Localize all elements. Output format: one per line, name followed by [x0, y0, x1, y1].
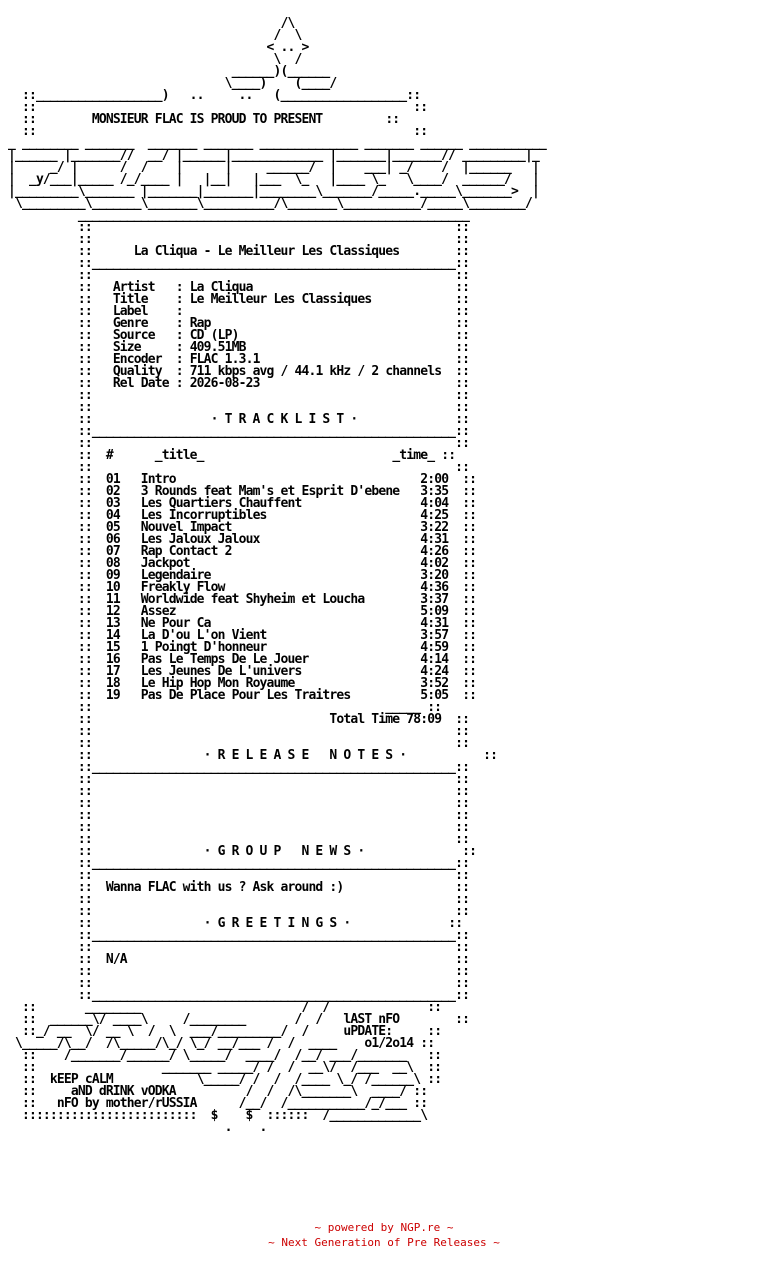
track-title: Legendaire [140, 568, 211, 583]
track-time: 5:09 [420, 604, 449, 619]
track-row: :: 09 Legendaire 3:20 :: [8, 568, 477, 583]
track-number: 05 [105, 520, 120, 535]
track-row: :: 15 1 Poingt D'honneur 4:59 :: [8, 640, 477, 655]
field-value: Le Meilleur Les Classiques [189, 292, 372, 307]
greetings-heading: · G R E E T I N G S · [203, 916, 351, 931]
field-label: Size [112, 340, 176, 355]
ascii-art-logo: _ ________ _______ _______ _______ ______________ _______ ______ ___________ |______ |_______// __/ |______|_____________ |_______|_______// _________|_ | _/ | / / | | ______/ | ___| _/ / |______ | | _y/___|_____ /_/____ | |__| |___ \_ |____ \_ \____/ ______/ | |_________\_______ |_______|_______|________\_______/_____._____\_______> | \_________\_______\_______\__________/\_______\___________/_____\________/ [8, 136, 546, 211]
field-value: FLAC 1.3.1 [189, 352, 260, 367]
track-title: Freakly Flow [140, 580, 225, 595]
nfo-document: /\ / \ < .. > \ / ______)(______ \____) (____/ ::__________________) .. .. (__________________:: :: :: :: MONSIEUR FLAC IS PROUD TO PRESENT :: :: :: _ ________ _______ _______ _______ ______________ _______ ______ ___________ |______ |_______// __/ |______|_____________ |_______|_______// _________|_ | _/ | / / | | ______/ | ___| _/ / |______ | | _y/___|_____ /_/____ | |__| |___ \_ |____ \_ \____/ ______/ | |_________\_______ |_______|_______|________\_______/_____._____\_______> | \_________\_______\_______\__________/\_______\___________/_____\________/ ________________________________________________________ :: :: :: :: :: La Cliqua - Le Meilleur Les Classiques :: ::____________________________________________________:: :: :: :: Artist : La Cliqua :: :: Title : Le Meilleur Les Classiques :: :: Label : :: :: Genre : Rap :: :: Source : CD (LP) :: :: Size : 409.51MB :: :: Encoder : FLAC 1.3.1 :: :: Quality : 711 kbps avg / 44.1 kHz / 2 channels :: :: Rel Date : 2026-08-23 :: :: :: :: :: :: · T R A C K L I S T · :: ::____________________________________________________:: :: :: :: # _title_ _time_ :: :: :: :: 01 Intro 2:00 :: :: 02 3 Rounds feat Mam's et Esprit D'ebene 3:35 :: :: 03 Les Quartiers Chauffent 4:04 :: :: 04 Les Incorruptibles 4:25 :: :: 05 Nouvel Impact 3:22 :: :: 06 Les Jaloux Jaloux 4:31 :: :: 07 Rap Contact 2 4:26 :: :: 08 Jackpot 4:02 :: :: 09 Legendaire 3:20 :: :: 10 Freakly Flow 4:36 :: :: 11 Worldwide feat Shyheim et Loucha 3:37 :: :: 12 Assez 5:09 :: :: 13 Ne Pour Ca 4:31 :: :: 14 La D'ou L'on Vient 3:57 :: :: 15 1 Poingt D'honneur 4:59 :: :: 16 Pas Le Temps De Le Jouer 4:14 :: :: 17 Les Jeunes De L'univers 4:24 :: :: 18 Le Hip Hop Mon Royaume 3:52 :: :: 19 Pas De Place Pour Les Traitres 5:05 :: :: _____ :: :: Total Time 78:09 :: :: :: :: :: :: · R E L E A S E N O T E S · :: ::____________________________________________________:: :: :: :: :: :: :: :: :: :: :: :: :: :: · G R O U P N E W S · :: ::____________________________________________________:: :: :: :: Wanna FLAC with us ? Ask around :) :: :: :: :: :: :: · G R E E T I N G S · :: ::____________________________________________________:: :: :: :: N/A :: :: :: :: :: ::____________________________________________________:: :: ________ / / :: :: ______\/ ____\ /________ / / lAST nFO :: ::_/ __ \/ __ \ / \ ___/_________/ / uPDATE: :: \_____/\__/ /\_____/\_/ \_/ __/___ / / ____ o1/2o14 :: :: /_______/______/ \_____/ ____/ /__/ ___/_______ :: :: _______ _____/ / / __\/ /___ __\ :: :: kEEP cALM \_____/ / / /____ \_/ /______\ :: :: aND dRINK vODKA / / /\_______\ ____/ :: :: nFO by mother/rUSSIA /__/ /___________/_/___ :: ::::::::::::::::::::::::: $ $ :::::: /_____________\ . . [8, 16, 546, 1135]
track-time: 4:26 [420, 544, 449, 559]
track-time: 4:36 [420, 580, 449, 595]
tracklist-table [8, 472, 476, 703]
track-number: 11 [105, 592, 120, 607]
update-label: uPDATE: [343, 1024, 393, 1039]
track-number: 16 [105, 652, 120, 667]
credit-line-1: kEEP cALM [49, 1072, 113, 1087]
track-time: 3:20 [420, 568, 449, 583]
track-row: :: 01 Intro 2:00 :: [8, 472, 477, 487]
field-value: 711 kbps avg / 44.1 kHz / 2 channels [189, 364, 442, 379]
track-title: Intro [140, 472, 176, 487]
total-time-label: Total Time [329, 712, 400, 727]
track-title: Worldwide feat Shyheim et Loucha [140, 592, 365, 607]
track-row: :: 13 Ne Pour Ca 4:31 :: [8, 616, 477, 631]
track-row: :: 08 Jackpot 4:02 :: [8, 556, 477, 571]
field-label: Label [112, 304, 176, 319]
track-row: :: 18 Le Hip Hop Mon Royaume 3:52 :: [8, 676, 477, 691]
field-value: 409.51MB [189, 340, 246, 355]
track-time: 4:02 [420, 556, 449, 571]
track-time: 3:35 [420, 484, 449, 499]
track-time: 3:57 [420, 628, 449, 643]
track-number: 07 [105, 544, 120, 559]
field-label: Genre [112, 316, 176, 331]
track-time: 4:14 [420, 652, 449, 667]
track-time: 4:04 [420, 496, 449, 511]
track-title: La D'ou L'on Vient [140, 628, 267, 643]
track-row: :: 16 Pas Le Temps De Le Jouer 4:14 :: [8, 652, 477, 667]
track-title: Le Hip Hop Mon Royaume [140, 676, 295, 691]
track-number: 18 [105, 676, 120, 691]
track-number: 10 [105, 580, 120, 595]
group-news-heading: · G R O U P N E W S · [203, 844, 365, 859]
track-title: 1 Poingt D'honneur [140, 640, 267, 655]
col-num-header: # [105, 448, 113, 463]
track-row: :: 12 Assez 5:09 :: [8, 604, 477, 619]
release-info-block: :: Artist : La Cliqua :: :: Title : Le Meilleur Les Classiques :: :: Label : :: :: Genre : Rap :: :: Source : CD (LP) :: :: Size : 409.51MB :: :: Encoder : FLAC 1.3.1 :: :: Quality : 711 kbps avg / 44.1 kHz / 2 channels :: :: Rel Date : 2026-08-23 :: [8, 280, 470, 391]
field-label: Encoder [112, 352, 176, 367]
track-row: :: 19 Pas De Place Pour Les Traitres 5:05 :: [8, 688, 477, 703]
track-time: 4:25 [420, 508, 449, 523]
track-title: Les Incorruptibles [140, 508, 267, 523]
track-time: 3:22 [420, 520, 449, 535]
track-number: 04 [105, 508, 120, 523]
track-row: :: 04 Les Incorruptibles 4:25 :: [8, 508, 477, 523]
track-time: 4:59 [420, 640, 449, 655]
field-label: Artist [112, 280, 176, 295]
footer [0, 1220, 768, 1250]
last-nfo-label: lAST nFO [343, 1012, 400, 1027]
track-number: 06 [105, 532, 120, 547]
track-title: Pas Le Temps De Le Jouer [140, 652, 309, 667]
track-time: 5:05 [420, 688, 449, 703]
track-number: 08 [105, 556, 120, 571]
track-row: :: 17 Les Jeunes De L'univers 4:24 :: [8, 664, 477, 679]
track-time: 4:31 [420, 616, 449, 631]
track-number: 19 [105, 688, 120, 703]
track-title: Les Quartiers Chauffent [140, 496, 302, 511]
col-title-header: _title_ [154, 448, 204, 463]
track-time: 4:24 [420, 664, 449, 679]
track-title: 3 Rounds feat Mam's et Esprit D'ebene [140, 484, 400, 499]
track-number: 03 [105, 496, 120, 511]
col-time-header: _time_ [392, 448, 435, 463]
track-title: Nouvel Impact [140, 520, 232, 535]
ascii-art-crown: /\ / \ < .. > \ / ______)(______ \____) (____/ [224, 16, 337, 91]
track-row: :: 05 Nouvel Impact 3:22 :: [8, 520, 477, 535]
release-headline: La Cliqua - Le Meilleur Les Classiques [133, 244, 400, 259]
track-number: 09 [105, 568, 120, 583]
ascii-art-bottom-logo: :: ________ / / :: :: ______\/ ____\ /________ / / [21, 1000, 442, 1027]
footer-tagline: ~ Next Generation of Pre Releases ~ [268, 1236, 500, 1249]
track-row: :: 14 La D'ou L'on Vient 3:57 :: [8, 628, 477, 643]
group-news-text: Wanna FLAC with us ? Ask around :) [105, 880, 344, 895]
footer-powered-by: ~ powered by NGP.re ~ [314, 1221, 454, 1234]
track-time: 3:37 [420, 592, 449, 607]
track-number: 01 [105, 472, 120, 487]
track-row: :: 11 Worldwide feat Shyheim et Loucha 3:37 :: [8, 592, 477, 607]
track-time: 3:52 [420, 676, 449, 691]
field-value: Rap [189, 316, 211, 331]
track-time: 4:31 [420, 532, 449, 547]
field-label: Source [112, 328, 176, 343]
track-row: :: 02 3 Rounds feat Mam's et Esprit D'ebene 3:35 :: [8, 484, 477, 499]
track-number: 12 [105, 604, 120, 619]
release-notes-heading: · R E L E A S E N O T E S · [203, 748, 407, 763]
greetings-text: N/A [105, 952, 127, 967]
track-title: Ne Pour Ca [140, 616, 211, 631]
update-date: o1/2o14 [364, 1036, 414, 1051]
credit-line-3: nFO by mother/rUSSIA [56, 1096, 197, 1111]
track-row: :: 06 Les Jaloux Jaloux 4:31 :: [8, 532, 477, 547]
track-number: 17 [105, 664, 120, 679]
field-value: La Cliqua [189, 280, 253, 295]
track-time: 2:00 [420, 472, 449, 487]
intro-text: MONSIEUR FLAC IS PROUD TO PRESENT [91, 112, 323, 127]
total-time-value: 78:09 [406, 712, 442, 727]
track-title: Pas De Place Pour Les Traitres [140, 688, 351, 703]
track-title: Les Jeunes De L'univers [140, 664, 302, 679]
track-row: :: 07 Rap Contact 2 4:26 :: [8, 544, 477, 559]
track-title: Assez [140, 604, 176, 619]
tracklist-heading: · T R A C K L I S T · [210, 412, 358, 427]
track-title: Jackpot [140, 556, 190, 571]
field-label: Rel Date [112, 376, 176, 391]
track-title: Les Jaloux Jaloux [140, 532, 260, 547]
track-number: 02 [105, 484, 120, 499]
track-row: :: 03 Les Quartiers Chauffent 4:04 :: [8, 496, 477, 511]
ascii-art-frame-top: ________________________________________________________ :: :: :: :: :: [77, 208, 470, 259]
credit-line-2: aND dRINK vODKA [70, 1084, 176, 1099]
track-number: 15 [105, 640, 120, 655]
track-title: Rap Contact 2 [140, 544, 232, 559]
track-row: :: 10 Freakly Flow 4:36 :: [8, 580, 477, 595]
track-number: 14 [105, 628, 120, 643]
field-value: CD (LP) [189, 328, 239, 343]
field-label: Title [112, 292, 176, 307]
ascii-art-header-bar: ::__________________) .. .. (__________________:: :: :: :: [21, 88, 428, 127]
field-label: Quality [112, 364, 176, 379]
track-number: 13 [105, 616, 120, 631]
field-value: 2026-08-23 [189, 376, 260, 391]
